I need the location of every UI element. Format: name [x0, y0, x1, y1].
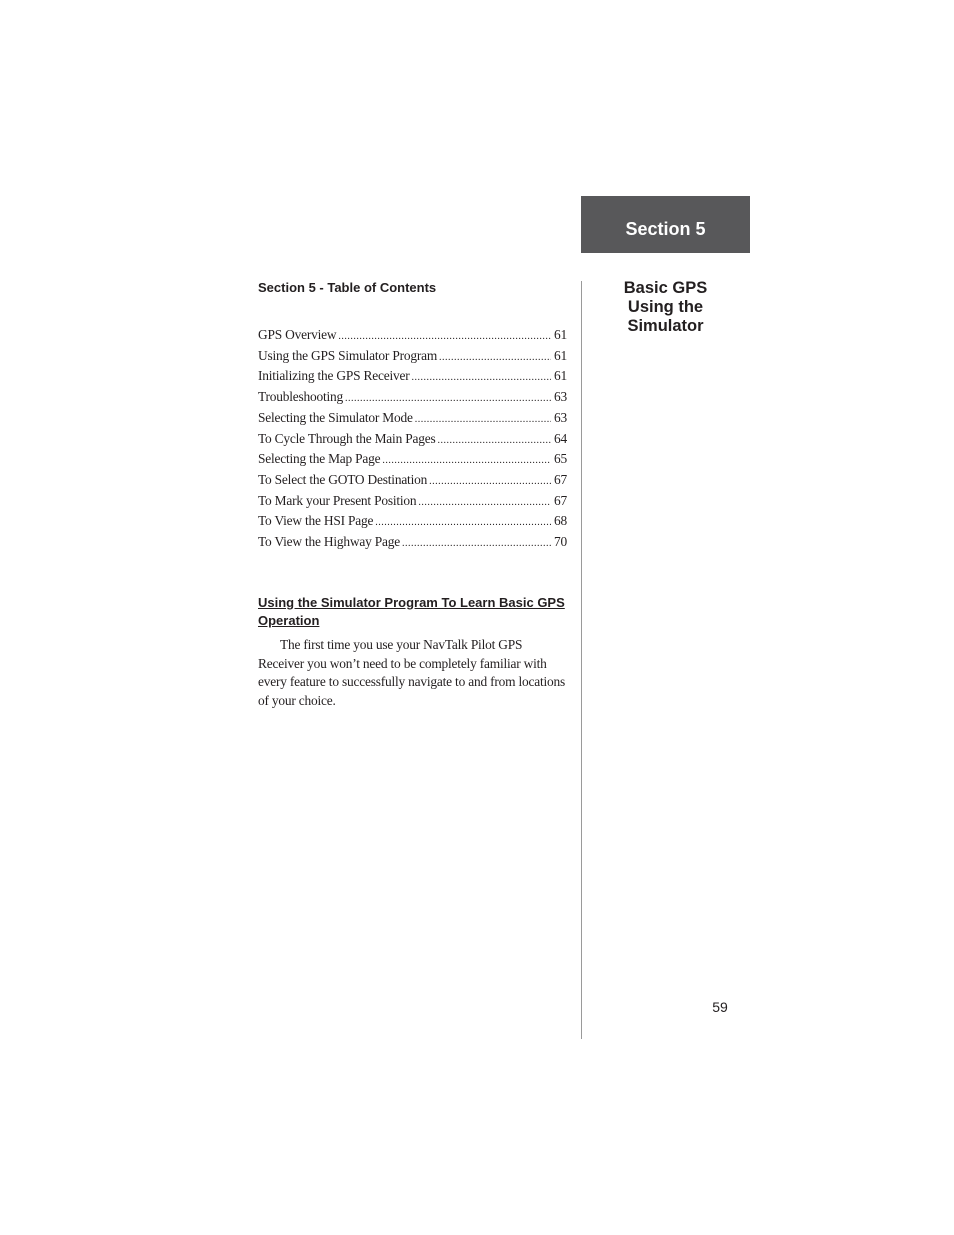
toc-item-label: To View the Highway Page [258, 534, 400, 550]
page-number: 59 [712, 999, 728, 1015]
section-title-line-2: Using the [627, 298, 704, 316]
toc-leader-dots [345, 388, 551, 409]
toc-item-label: To Mark your Present Position [258, 492, 417, 508]
toc-item-page: 63 [554, 409, 567, 425]
toc-item-label: Using the GPS Simulator Program [258, 347, 438, 363]
toc-item-page: 67 [554, 492, 567, 508]
toc-heading: Section 5 - Table of Contents [258, 280, 437, 295]
toc-item-page: 61 [554, 347, 567, 363]
toc-leader-dots [437, 430, 551, 451]
toc-leader-dots [412, 367, 551, 388]
toc-leader-dots [338, 326, 551, 347]
section-title [581, 279, 750, 336]
toc-item[interactable] [258, 512, 567, 533]
toc-item[interactable] [258, 326, 567, 347]
section-title-line-3: Simulator [627, 317, 704, 335]
toc-leader-dots [439, 347, 551, 368]
toc-item[interactable] [258, 533, 567, 554]
toc-item[interactable] [258, 347, 567, 368]
toc-item-label: Initializing the GPS Receiver [258, 368, 410, 384]
toc-item-page: 67 [554, 471, 567, 487]
toc-item-label: Troubleshooting [258, 389, 344, 405]
toc-item-label: To Select the GOTO Destination [258, 471, 428, 487]
article-heading: Using the Simulator Program To Learn Basic GPS Operation [258, 594, 565, 628]
toc-item-page: 68 [554, 513, 567, 529]
toc-leader-dots [418, 492, 551, 513]
main-column [258, 278, 567, 724]
toc-item[interactable] [258, 450, 567, 471]
toc-item-label: Selecting the Simulator Mode [258, 409, 413, 425]
toc-leader-dots [375, 512, 551, 533]
toc-item[interactable] [258, 492, 567, 513]
toc-item[interactable] [258, 388, 567, 409]
toc-item-label: To View the HSI Page [258, 513, 374, 529]
toc-item-page: 63 [554, 389, 567, 405]
section-tab [581, 196, 750, 253]
toc-item-label: GPS Overview [258, 327, 337, 342]
toc-item[interactable] [258, 471, 567, 492]
toc-leader-dots [402, 533, 551, 554]
toc-item-page: 65 [554, 451, 567, 467]
toc-item-page: 61 [554, 327, 567, 342]
toc-item[interactable] [258, 409, 567, 430]
toc-item-label: Selecting the Map Page [258, 451, 381, 467]
table-of-contents [258, 326, 567, 554]
article-paragraph: The first time you use your NavTalk Pilot GPS Receiver you won’t need to be completely familiar with every feature to successfully navigate to and from locations of your choice. [258, 636, 566, 709]
toc-item-label: To Cycle Through the Main Pages [258, 430, 436, 446]
toc-leader-dots [382, 450, 551, 471]
column-divider [581, 281, 582, 1039]
toc-item[interactable] [258, 430, 567, 451]
toc-item-page: 61 [554, 368, 567, 384]
section-tab-label: Section 5 [625, 218, 706, 239]
toc-leader-dots [429, 471, 551, 492]
section-title-line-1: Basic GPS [623, 279, 708, 297]
toc-item-page: 64 [554, 430, 567, 446]
toc-item-page: 70 [554, 534, 567, 550]
toc-item[interactable] [258, 367, 567, 388]
toc-leader-dots [415, 409, 551, 430]
